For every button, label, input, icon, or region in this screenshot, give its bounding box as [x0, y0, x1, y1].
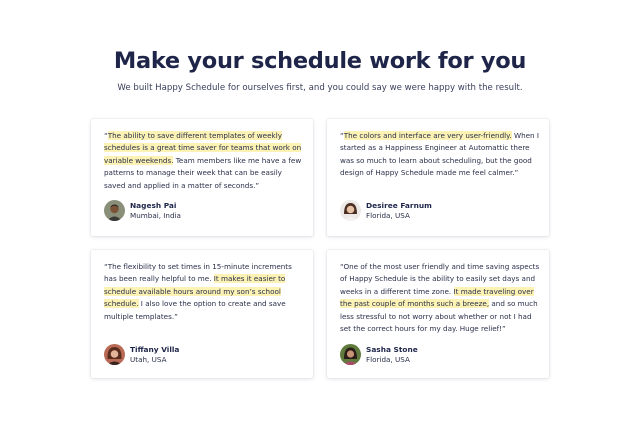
- quote-text: When I started as a Happiness Engineer at Automattic there was so much to learn about scheduling, but the good design of Happy Schedule made me feel calmer.”: [340, 131, 540, 178]
- author-name: Nagesh Pai: [130, 200, 177, 210]
- quote-highlight: It made traveling over the past couple of months such a breeze,: [340, 286, 534, 309]
- author-name: Desiree Farnum: [366, 200, 432, 210]
- author-name: Tiffany Villa: [130, 344, 180, 354]
- testimonial-author: [340, 344, 418, 365]
- quote-text: and so much less stressful to not worry about whether or not I had set the correct hours for my day. Huge relief!”: [340, 299, 538, 334]
- avatar: [340, 200, 361, 221]
- testimonial-quote: [340, 130, 540, 180]
- testimonial-card: [327, 250, 549, 378]
- avatar: [104, 344, 125, 365]
- author-location: Utah, USA: [130, 354, 167, 364]
- quote-text: Team members like me have a few patterns to manage their week that can be easily saved and applied in a matter of seconds.”: [104, 155, 302, 190]
- quote-highlight: It makes it easier to schedule available hours around my son’s school schedule.: [104, 274, 286, 309]
- quote-text: “One of the most user friendly and time saving aspects of Happy Schedule is the ability to easily set days and weeks in a different time zone.: [340, 262, 540, 296]
- testimonial-card: [327, 119, 549, 236]
- testimonial-author: [104, 344, 179, 365]
- quote-text: “: [340, 131, 344, 140]
- quote-highlight: The ability to save different templates of weekly schedules is a great time saver for teams that work on variable weekends.: [104, 131, 302, 165]
- quote-text: I also love the option to create and save multiple templates.”: [104, 299, 286, 321]
- quote-highlight: The colors and interface are very user-friendly.: [343, 131, 512, 140]
- author-location: Mumbai, India: [130, 210, 181, 220]
- testimonial-card: [91, 250, 313, 378]
- quote-text: “The flexibility to set times in 15-minute increments has been really helpful to me.: [104, 262, 292, 284]
- quote-text: “: [104, 131, 108, 140]
- avatar: [340, 344, 361, 365]
- author-location: Florida, USA: [366, 354, 410, 364]
- testimonial-author: [104, 200, 181, 221]
- testimonial-quote: [104, 261, 304, 323]
- testimonial-quote: [340, 261, 540, 335]
- testimonial-card: [91, 119, 313, 236]
- page-subtitle: We built Happy Schedule for ourselves first, and you could say we were happy with the result.: [117, 83, 523, 93]
- avatar: [104, 200, 125, 221]
- page-title: Make your schedule work for you: [113, 48, 527, 74]
- testimonial-author: [340, 200, 432, 221]
- author-location: Florida, USA: [366, 210, 410, 220]
- author-name: Sasha Stone: [366, 344, 418, 354]
- testimonial-quote: [104, 130, 304, 192]
